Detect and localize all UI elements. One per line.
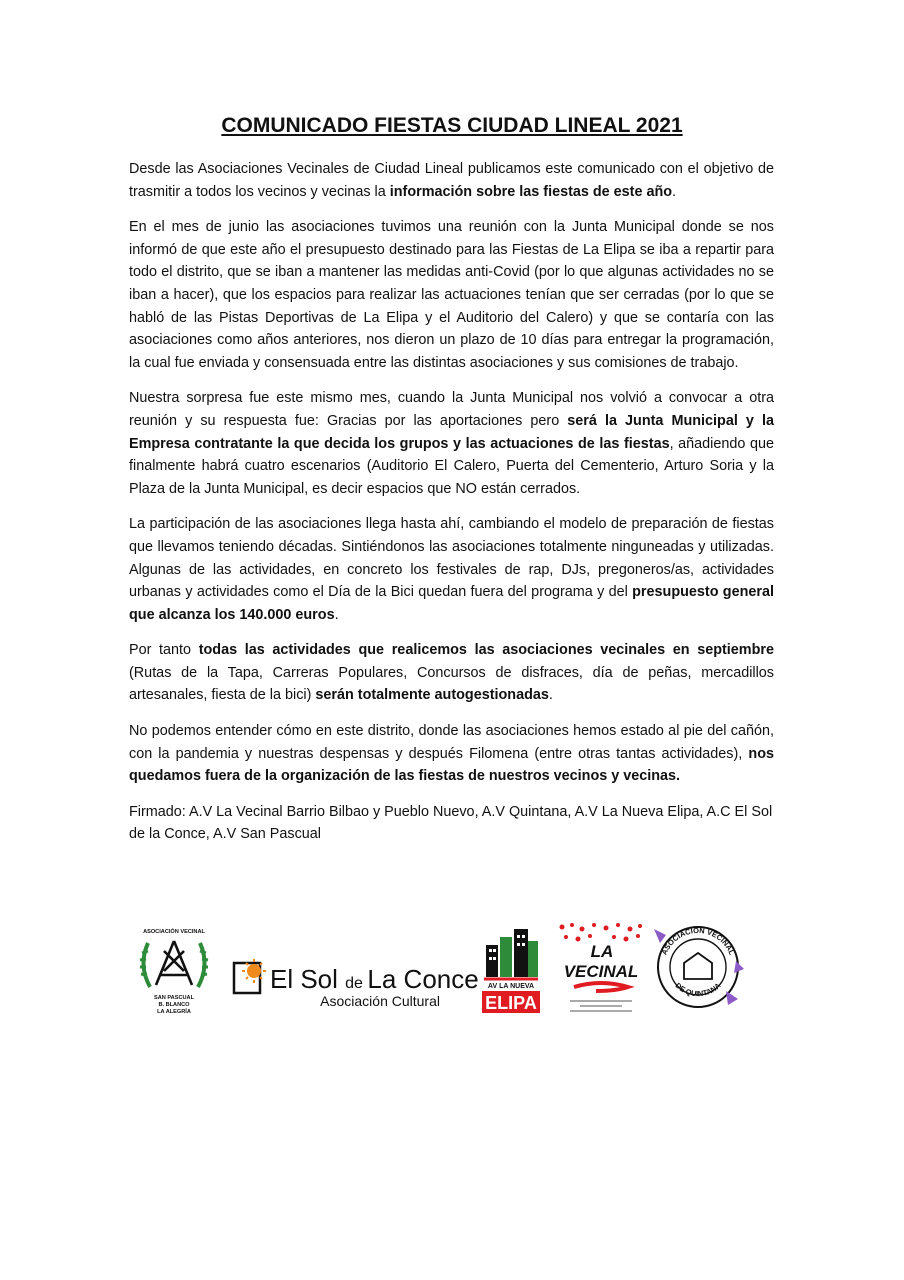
san-pascual-logo-top: ASOCIACIÓN VECINAL (143, 929, 205, 935)
san-pascual-line1: SAN PASCUAL (154, 995, 194, 1001)
sun-icon (247, 964, 261, 978)
paragraph-signature: Firmado: A.V La Vecinal Barrio Bilbao y Pueblo Nuevo, A.V Quintana, A.V La Nueva Elipa, A.C El Sol de la Conce, A.V San Pascual (129, 803, 773, 843)
vecinal-line1: LA (590, 942, 614, 961)
dots-icon (560, 923, 643, 942)
page-title: COMUNICADO FIESTAS CIUDAD LINEAL 2021 (221, 114, 683, 137)
house-icon (684, 953, 712, 979)
nueva-elipa-logo (480, 923, 542, 1015)
svg-text:DE QUINTANA (674, 981, 723, 999)
san-pascual-line3: LA ALEGRÍA (157, 1009, 191, 1015)
svg-text:El Sol de La Conce: El Sol de La Conce (270, 964, 479, 994)
quintana-logo (652, 921, 744, 1013)
elipa-small-text: AV LA NUEVA (487, 983, 535, 990)
logos-row (0, 915, 904, 1025)
quintana-bottom-text: DE QUINTANA (673, 980, 723, 999)
emblem-icon (156, 941, 192, 985)
elipa-big-text: ELIPA (485, 993, 537, 1013)
vecinal-line2: VECINAL (563, 962, 639, 981)
la-vecinal-logo (556, 921, 646, 1021)
san-pascual-logo (134, 925, 214, 1020)
laurel-icon (143, 943, 204, 987)
paragraph-intro: Desde las Asociaciones Vecinales de Ciudad Lineal publicamos este comunicado con el objetivo de trasmitir a todos los vecinos y vecinas la información sobre las fiestas de este año. (129, 161, 774, 200)
sol-conce-logo (232, 955, 479, 1011)
sol-conce-subtitle: Asociación Cultural (320, 993, 440, 1009)
san-pascual-line2: B. BLANCO (158, 1002, 190, 1008)
paragraph-self-managed: Por tanto todas las actividades que realicemos las asociaciones vecinales en septiembre (Rutas de la Tapa, Carreras Populares, Concursos de disfraces, día de peñas, mercadillos artesanales, fiesta de la bici) serán totalmente autogestionadas. (129, 642, 774, 704)
quintana-top-text: ASOCIACIÓN VECINAL (659, 925, 737, 957)
paragraph-surprise: Nuestra sorpresa fue este mismo mes, cuando la Junta Municipal nos volvió a convocar a otra reunión y su respuesta fue: Gracias por las aportaciones pero será la Junta Municipal y la Empresa contratante la que decida los grupos y las actuaciones de las fiestas, añadiendo que finalmente habrá cuatro escenarios (Auditorio El Calero, Puerta del Cementerio, Arturo Soria y la Plaza de la Junta Municipal, es decir espacios que NO están cerrados. (129, 390, 774, 497)
document-body (129, 158, 774, 859)
paragraph-cannot-understand: No podemos entender cómo en este distrito, donde las asociaciones hemos estado al pie del cañón, con la pandemia y nuestras despensas y después Filomena (entre otras tantas actividades), nos quedamos fuera de la organización de las fiestas de nuestros vecinos y vecinas. (129, 723, 774, 785)
paragraph-june-meeting: En el mes de junio las asociaciones tuvimos una reunión con la Junta Municipal donde se nos informó de que este año el presupuesto destinado para las Fiestas de La Elipa se iba a repartir para todo el distrito, que se iban a mantener las medidas anti-Covid (por lo que algunas actividades no se iban a hacer), que los espacios para realizar las actuaciones tenían que ser cerradas (por lo que se habló de las Pistas Deportivas de La Elipa y el Auditorio del Calero) y que se contaría con las asociaciones como años anteriores, nos dieron un plazo de 10 días para entregar la programación, la cual fue enviada y consensuada entre las distintas asociaciones y sus comisiones de trabajo. (129, 219, 774, 371)
paragraph-participation: La participación de las asociaciones llega hasta ahí, cambiando el modelo de preparación de fiestas que llevamos teniendo décadas. Sintiéndonos las asociaciones totalmente ninguneadas y utilizadas. Algunas de las actividades, en concreto los festivales de rap, DJs, pregoneros/as, actividades urbanas y actividades como el Día de la Bici quedan fuera del programa y del presupuesto general que alcanza los 140.000 euros. (129, 516, 774, 623)
